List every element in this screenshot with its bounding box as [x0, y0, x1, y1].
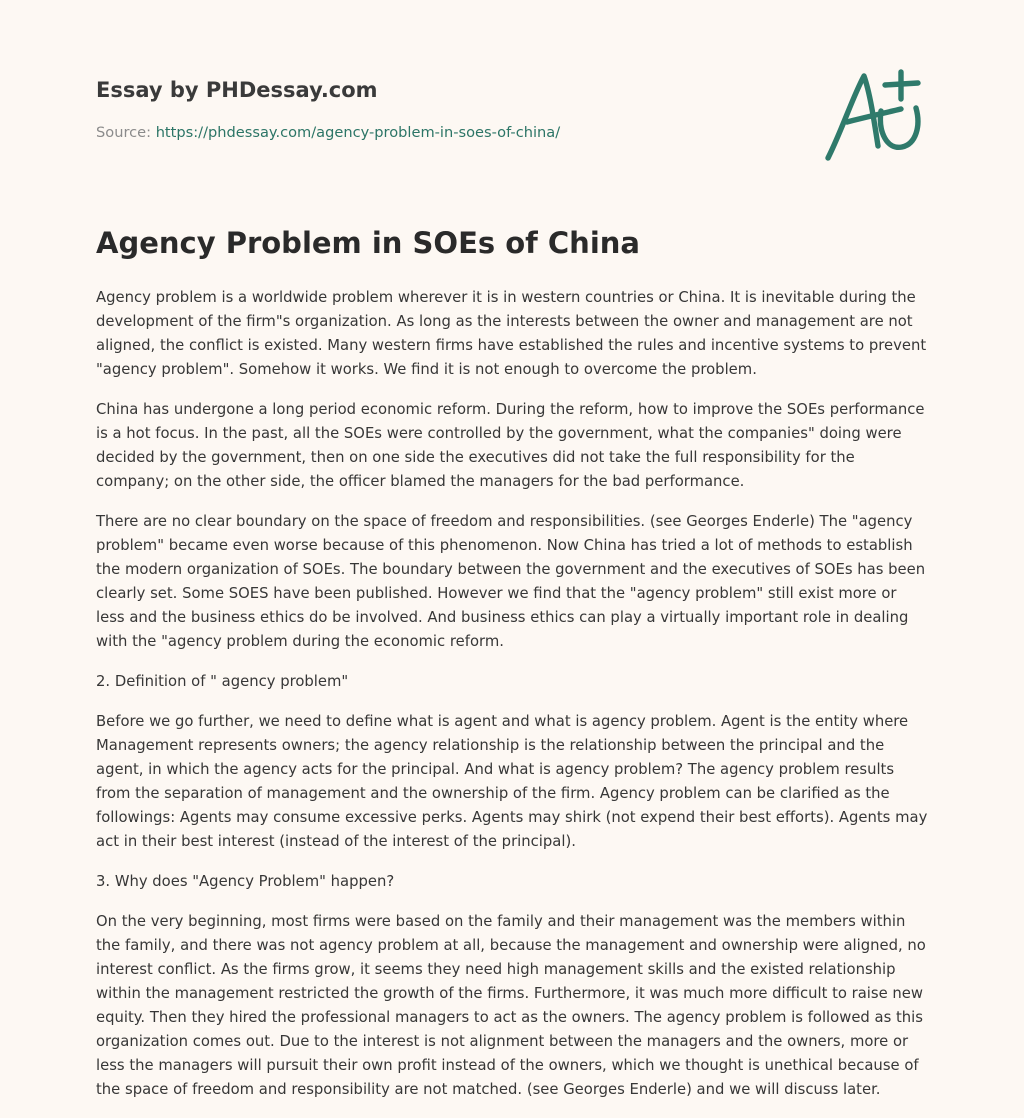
page-header: [96, 74, 928, 174]
source-label: Source:: [96, 124, 152, 141]
section-heading-why: 3. Why does "Agency Problem" happen?: [96, 873, 395, 890]
source-link[interactable]: https://phdessay.com/agency-problem-in-soes-of-china/: [155, 124, 561, 141]
site-title: Essay by PHDessay.com: [96, 78, 378, 102]
paragraph-intro: Agency problem is a worldwide problem wherever it is in western countries or China. It is inevitable during the development of the firm"s organization. As long as the interests between the owner and management are not aligned, the conflict is existed. Many western firms have established the rules and incentive systems to prevent "agency problem". Somehow it works. We find it is not enough to overcome the problem.: [96, 289, 927, 378]
paragraph-boundary: There are no clear boundary on the space of freedom and responsibilities. (see Georges Enderle) The "agency problem" became even worse because of this phenomenon. Now China has tried a lot of methods to establish the modern organization of SOEs. The boundary between the government and the executives of SOEs has been clearly set. Some SOES have been published. However we find that the "agency problem" still exist more or less and the business ethics do be involved. And business ethics can play a virtually important role in dealing with the "agency problem during the economic reform.: [96, 513, 926, 650]
paragraph-economic-reform: China has undergone a long period economic reform. During the reform, how to improve the SOEs performance is a hot focus. In the past, all the SOEs were controlled by the government, what the companies" doing were decided by the government, then on one side the executives did not take the full responsibility for the company; on the other side, the officer blamed the managers for the bad performance.: [96, 401, 925, 490]
paragraph-why: On the very beginning, most firms were based on the family and their management was the members within the family, and there was not agency problem at all, because the management and ownership were aligned, no interest conflict. As the firms grow, it seems they need high management skills and the existed relationship within the management restricted the growth of the firms. Furthermore, it was much more difficult to raise new equity. Then they hired the professional managers to act as the owners. The agency problem is followed as this organization comes out. Due to the interest is not alignment between the managers and the owners, more or less the managers will pursuit their own profit instead of the owners, which we thought is unethical because of the space of freedom and responsibility are not matched. (see Georges Enderle) and we will discuss later.: [96, 913, 926, 1098]
a-plus-logo-icon: [824, 68, 928, 164]
article-title: Agency Problem in SOEs of China: [96, 226, 640, 260]
paragraph-definition: Before we go further, we need to define what is agent and what is agency problem. Agent is the entity where Management represents owners; the agency relationship is the relationship between the principal and the agent, in which the agency acts for the principal. And what is agency problem? The agency problem results from the separation of management and the ownership of the firm. Agency problem can be clarified as the followings: Agents may consume excessive perks. Agents may shirk (not expend their best efforts). Agents may act in their best interest (instead of the interest of the principal).: [96, 713, 928, 850]
article-body: [96, 286, 928, 1118]
section-heading-definition: 2. Definition of " agency problem": [96, 673, 349, 690]
source-line: [96, 123, 560, 143]
